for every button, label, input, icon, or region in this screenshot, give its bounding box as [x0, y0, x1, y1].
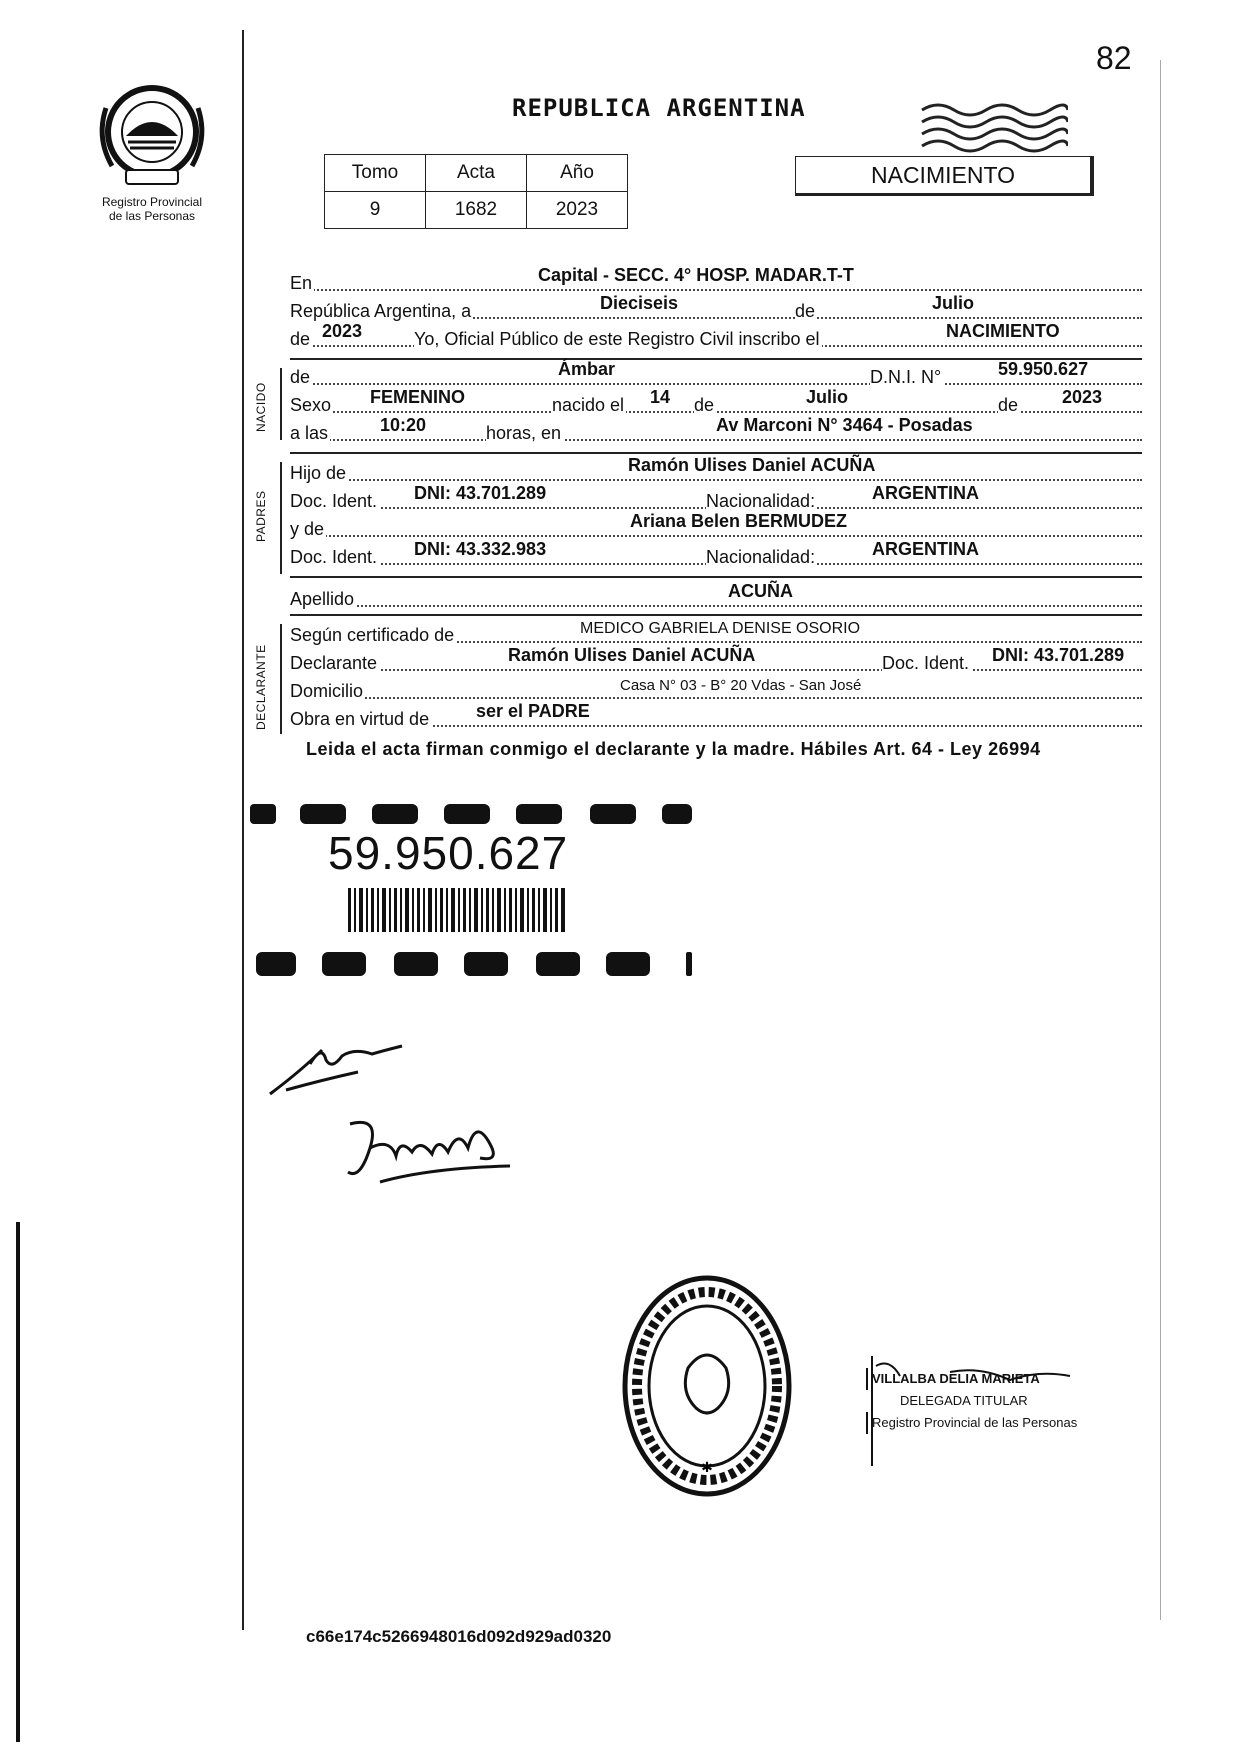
padres-section-label: PADRES — [254, 490, 268, 542]
barcode-icon — [348, 888, 568, 932]
father-doc-label: Doc. Ident. — [290, 491, 378, 511]
declarante-label: Declarante — [290, 653, 378, 673]
nacido-el-label: nacido el — [552, 395, 625, 415]
separator-4 — [290, 614, 1142, 616]
registry-header-ano: Año — [527, 155, 628, 192]
row-nacido-hora — [290, 415, 1142, 446]
hash-code: c66e174c5266948016d092d929ad0320 — [306, 1627, 612, 1646]
father-nat-value: ARGENTINA — [872, 483, 979, 503]
row-apellido — [290, 581, 1142, 612]
row-certificado — [290, 620, 1142, 648]
row-obra — [290, 701, 1142, 732]
left-margin-rule — [242, 30, 244, 1630]
mother-doc-label: Doc. Ident. — [290, 547, 378, 567]
svg-text:✱: ✱ — [701, 1460, 713, 1476]
officer-signature-icon — [870, 1336, 1090, 1476]
time-value: 10:20 — [380, 415, 427, 435]
inscribe-value: NACIMIENTO — [946, 321, 1060, 341]
obra-value: ser el PADRE — [476, 701, 590, 721]
year-value: 2023 — [322, 321, 363, 341]
apellido-label: Apellido — [290, 589, 355, 609]
row-father-doc — [290, 483, 1142, 514]
row-mother-doc — [290, 539, 1142, 570]
officer-name: VILLALBA DELIA MARIETA — [866, 1368, 1077, 1390]
mother-name-value: Ariana Belen BERMUDEZ — [630, 511, 848, 531]
right-margin-rule — [1160, 60, 1161, 1620]
row-domicilio — [290, 676, 1142, 704]
registry-logo — [82, 78, 222, 223]
left-edge-scan-mark — [16, 1222, 20, 1742]
de-label: de — [795, 301, 816, 321]
father-doc-value: DNI: 43.701.289 — [414, 483, 547, 503]
hijo-label: Hijo de — [290, 463, 347, 483]
dni-printed: 59.950.627 — [328, 827, 569, 879]
year-label: de — [290, 329, 311, 349]
nacido-de-label-3: de — [998, 395, 1019, 415]
row-republica — [290, 293, 1142, 324]
registry-header-tomo: Tomo — [325, 155, 426, 192]
official-signature-icon — [262, 1030, 412, 1100]
row-y-de — [290, 511, 1142, 542]
declarant-signature-icon — [340, 1108, 520, 1188]
nacido-year-value: 2023 — [1062, 387, 1103, 407]
nacido-dni-value: 59.950.627 — [998, 359, 1089, 379]
registry-header-acta: Acta — [426, 155, 527, 192]
row-nacido-name — [290, 359, 1142, 390]
domicilio-value: Casa N° 03 - B° 20 Vdas - San José — [620, 677, 862, 694]
closing-note: Leida el acta firman conmigo el declarante y la madre. Hábiles Art. 64 - Ley 26994 — [306, 739, 1041, 759]
separator-3 — [290, 576, 1142, 578]
nacido-name-value: Ámbar — [558, 359, 616, 379]
certificado-value: MEDICO GABRIELA DENISE OSORIO — [580, 620, 861, 637]
security-stamp-icon — [918, 100, 1068, 156]
domicilio-label: Domicilio — [290, 681, 364, 701]
registry-seal-icon — [618, 1272, 796, 1500]
nacido-day-value: 14 — [650, 387, 671, 407]
registry-value-tomo: 9 — [325, 192, 426, 229]
declarante-section-label: DECLARANTE — [254, 644, 268, 730]
officer-registry: Registro Provincial de las Personas — [866, 1412, 1077, 1434]
mother-nat-label: Nacionalidad: — [706, 547, 816, 567]
day-value: Dieciseis — [600, 293, 679, 313]
declarante-doc-value: DNI: 43.701.289 — [992, 645, 1125, 665]
nacido-section-label: NACIDO — [254, 382, 268, 432]
en-value: Capital - SECC. 4° HOSP. MADAR.T-T — [538, 265, 854, 285]
security-pattern-strip-bottom — [256, 948, 696, 980]
document-title: REPUBLICA ARGENTINA — [512, 94, 806, 122]
registry-table — [324, 154, 628, 229]
month-value: Julio — [932, 293, 975, 313]
mother-nat-value: ARGENTINA — [872, 539, 979, 559]
father-name-value: Ramón Ulises Daniel ACUÑA — [628, 455, 876, 475]
place-value: Av Marconi N° 3464 - Posadas — [716, 415, 973, 435]
horas-label: horas, en — [486, 423, 562, 443]
father-nat-label: Nacionalidad: — [706, 491, 816, 511]
sexo-value: FEMENINO — [370, 387, 466, 407]
row-nacido-sexo — [290, 387, 1142, 418]
nacido-de-label: de — [290, 367, 311, 387]
padres-bar — [280, 462, 282, 574]
row-en — [290, 265, 1142, 296]
nacido-month-value: Julio — [806, 387, 849, 407]
logo-caption-line2: de las Personas — [108, 209, 196, 223]
declarante-value: Ramón Ulises Daniel ACUÑA — [508, 645, 756, 665]
security-pattern-strip-top — [250, 800, 696, 828]
provincial-crest-icon — [92, 78, 212, 190]
page-number: 82 — [1096, 40, 1132, 76]
y-de-label: y de — [290, 519, 325, 539]
row-declarante — [290, 645, 1142, 676]
en-label: En — [290, 273, 313, 293]
logo-caption-line1: Registro Provincial — [101, 195, 203, 209]
nacido-bar — [280, 368, 282, 440]
republica-label: República Argentina, a — [290, 301, 472, 321]
declarante-doc-label: Doc. Ident. — [882, 653, 970, 673]
row-oficial — [290, 321, 1142, 352]
nacido-de-label-2: de — [694, 395, 715, 415]
officer-title: DELEGADA TITULAR — [900, 1393, 1028, 1408]
mother-doc-value: DNI: 43.332.983 — [414, 539, 547, 559]
registry-value-acta: 1682 — [426, 192, 527, 229]
apellido-value: ACUÑA — [728, 581, 793, 601]
certificado-label: Según certificado de — [290, 625, 455, 645]
document-type-box: NACIMIENTO — [795, 156, 1094, 196]
declarante-bar — [280, 624, 282, 734]
oficial-text: Yo, Oficial Público de este Registro Civil inscribo el — [414, 329, 820, 349]
registry-value-ano: 2023 — [527, 192, 628, 229]
obra-label: Obra en virtud de — [290, 709, 430, 729]
sexo-label: Sexo — [290, 395, 332, 415]
separator-2 — [290, 452, 1142, 454]
row-hijo-de — [290, 455, 1142, 486]
dni-label: D.N.I. N° — [870, 367, 942, 387]
alas-label: a las — [290, 423, 329, 443]
